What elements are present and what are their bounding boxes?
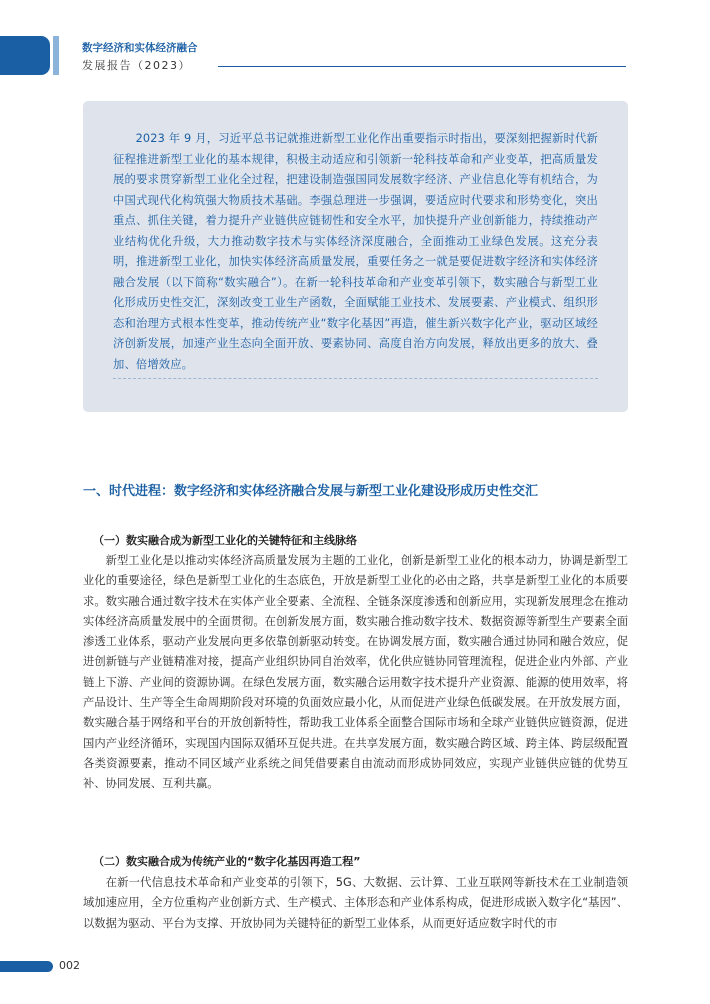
running-header-subtitle: 发展报告（2023） bbox=[82, 59, 191, 72]
header-tab-block bbox=[0, 36, 50, 75]
page-number: 002 bbox=[59, 959, 80, 972]
header-rule bbox=[218, 66, 626, 67]
header-tab-accent bbox=[53, 36, 59, 75]
footer-bar bbox=[0, 961, 53, 972]
subsection-title-2: （二）数实融合成为传统产业的“数字化基因再造工程” bbox=[93, 855, 361, 868]
body-paragraph-2: 在新一代信息技术革命和产业变革的引领下，5G、大数据、云计算、工业互联网等新技术在工业制造领域加速应用，全方位重构产业创新方式、生产模式、主体形态和产业体系构成，促进形成嵌入数字化“基因”、以数据为驱动、平台为支撑、开放协同为关键特征的新型工业体系，从而更好适应数字时代的市 bbox=[83, 876, 628, 930]
running-header-title: 数字经济和实体经济融合 bbox=[82, 42, 198, 54]
body-paragraph-1: 新型工业化是以推动实体经济高质量发展为主题的工业化，创新是新型工业化的根本动力，协调是新型工业化的重要途径，绿色是新型工业化的生态底色，开放是新型工业化的必由之路，共享是新型工业化的本质要求。数实融合通过数字技术在实体产业全要素、全流程、全链条深度渗透和创新应用，实现新发展理念在推动实体经济高质量发展中的全面贯彻。在创新发展方面，数实融合推动数字技术、数据资源等新型生产要素全面渗透工业体系，驱动产业发展向更多依靠创新驱动转变。在协调发展方面，数实融合通过协同和融合效应，促进创新链与产业链精准对接，提高产业组织协同自治效率，优化供应链协同管理流程，促进企业内外部、产业链上下游、产业间的资源协调。在绿色发展方面，数实融合运用数字技术提升产业资源、能源的使用效率，将产品设计、生产等全生命周期阶段对环境的负面效应最小化，从而促进产业绿色低碳发展。在开放发展方面，数实融合基于网络和平台的开放创新特性，帮助我工业体系全面整合国际市场和全球产业链供应链资源，促进国内产业经济循环，实现国内国际双循环互促共进。在共享发展方面，数实融合跨区域、跨主体、跨层级配置各类资源要素，推动不同区域产业系统之间凭借要素自由流动而形成协同效应，实现产业链供应链的优势互补、协同发展、互利共赢。 bbox=[83, 554, 628, 791]
intro-paragraph: 2023 年 9 月，习近平总书记就推进新型工业化作出重要指示时指出，要深刻把握新时代新征程推进新型工业化的基本规律，积极主动适应和引领新一轮科技革命和产业变革，把高质量发展的要求贯穿新型工业化全过程，把建设制造强国同发展数字经济、产业信息化等有机结合，为中国式现代化构筑强大物质技术基础。李强总理进一步强调，要适应时代要求和形势变化，突出重点、抓住关键，着力提升产业链供应链韧性和安全水平，加快提升产业创新能力，持续推动产业结构优化升级，大力推动数字技术与实体经济深度融合，全面推动工业绿色发展。这充分表明，推进新型工业化，加快实体经济高质量发展，重要任务之一就是要促进数字经济和实体经济融合发展（以下简称“数实融合”）。在新一轮科技革命和产业变革引领下，数实融合与新型工业化形成历史性交汇，深刻改变工业生产函数，全面赋能工业技术、发展要素、产业模式、组织形态和治理方式根本性变革，推动传统产业“数字化基因”再造，催生新兴数字化产业，驱动区域经济创新发展，加速产业生态向全面开放、要素协同、高度自治方向发展，释放出更多的放大、叠加、倍增效应。 bbox=[113, 129, 598, 379]
subsection-title-1: （一）数实融合成为新型工业化的关键特征和主线脉络 bbox=[93, 534, 357, 547]
section-title: 一、时代进程：数字经济和实体经济融合发展与新型工业化建设形成历史性交汇 bbox=[83, 484, 539, 499]
intro-box bbox=[83, 101, 628, 412]
